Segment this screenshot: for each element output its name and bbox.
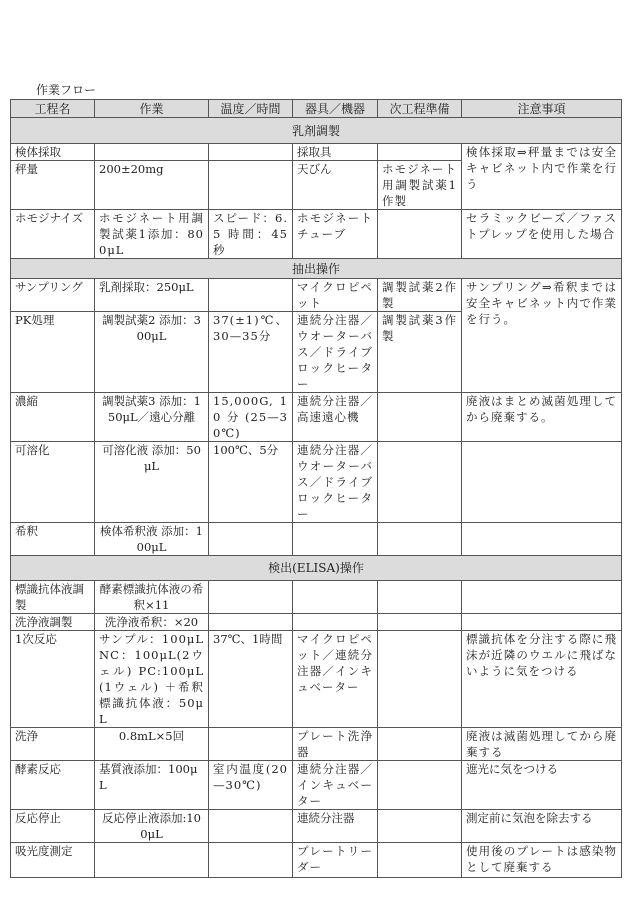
cell-temp-time [209, 144, 293, 161]
cell-equipment: プレート洗浄器 [293, 728, 378, 761]
cell-step: 1次反応 [11, 631, 95, 728]
header-work: 作業 [95, 100, 209, 118]
cell-next-prep [378, 810, 462, 843]
cell-temp-time [209, 614, 293, 631]
cell-work: 調製試薬3 添加：150μL／遠心分離 [95, 393, 209, 442]
cell-notes: 測定前に気泡を除去する [462, 810, 622, 843]
section-row [11, 556, 622, 581]
cell-equipment: 連続分注器／ウオーターバス／ドライブロックヒーター [293, 442, 378, 523]
cell-work: 洗浄液希釈：×20 [95, 614, 209, 631]
document-title: 作業フロー [36, 83, 97, 97]
section-title: 乳剤調製 [11, 118, 622, 144]
section-row [11, 259, 622, 279]
cell-next-prep [378, 581, 462, 614]
cell-temp-time [209, 279, 293, 312]
header-notes: 注意事項 [462, 100, 622, 118]
cell-step: PK処理 [11, 312, 95, 393]
cell-temp-time [209, 161, 293, 210]
table-row [11, 810, 622, 843]
header-step: 工程名 [11, 100, 95, 118]
cell-next-prep [378, 393, 462, 442]
cell-work [95, 144, 209, 161]
cell-work: 0.8mL×5回 [95, 728, 209, 761]
cell-work: サンプル：100μLNC：100μL(2ウェル) PC:100μL(1ウェル) ＋希釈標識抗体液：50μL [95, 631, 209, 728]
cell-work: 乳剤採取：250μL [95, 279, 209, 312]
cell-next-prep [378, 210, 462, 259]
cell-work: ホモジネート用調製試薬1添加：800μL [95, 210, 209, 259]
cell-notes: 遮光に気をつける [462, 761, 622, 810]
cell-step: 洗浄 [11, 728, 95, 761]
cell-notes [462, 581, 622, 614]
cell-work: 可溶化液 添加：50μL [95, 442, 209, 523]
cell-notes: 使用後のプレートは感染物として廃棄する [462, 843, 622, 878]
cell-temp-time: 室内温度(20—30℃) [209, 761, 293, 810]
cell-equipment: 天びん [293, 161, 378, 210]
cell-work: 基質液添加：100μL [95, 761, 209, 810]
cell-notes [462, 614, 622, 631]
cell-work: 調製試薬2 添加：300μL [95, 312, 209, 393]
cell-temp-time [209, 810, 293, 843]
cell-temp-time: 15,000G, 10分(25—30℃) [209, 393, 293, 442]
table-row [11, 279, 622, 312]
cell-equipment: 連続分注器／ウオーターバス／ドライブロックヒーター [293, 312, 378, 393]
cell-notes: セラミックビーズ／ファストプレップを使用した場合 [462, 210, 622, 259]
cell-step: 濃縮 [11, 393, 95, 442]
cell-next-prep [378, 728, 462, 761]
table-row [11, 581, 622, 614]
cell-equipment: 連続分注器／インキュベーター [293, 761, 378, 810]
cell-next-prep [378, 843, 462, 878]
header-next-prep: 次工程準備 [378, 100, 462, 118]
table-row [11, 393, 622, 442]
cell-step: 吸光度測定 [11, 843, 95, 878]
cell-next-prep: ホモジネート用調製試薬1作製 [378, 161, 462, 210]
header-temp-time: 温度／時間 [209, 100, 293, 118]
cell-temp-time [209, 843, 293, 878]
cell-equipment: 連続分注器／高速遠心機 [293, 393, 378, 442]
cell-next-prep [378, 761, 462, 810]
cell-equipment [293, 614, 378, 631]
cell-temp-time [209, 523, 293, 556]
cell-temp-time: 100℃、5分 [209, 442, 293, 523]
cell-temp-time [209, 581, 293, 614]
cell-step: 検体採取 [11, 144, 95, 161]
cell-work: 酵素標識抗体液の希釈×11 [95, 581, 209, 614]
cell-step: 標識抗体液調製 [11, 581, 95, 614]
cell-step: 秤量 [11, 161, 95, 210]
table-row [11, 631, 622, 728]
table-row [11, 442, 622, 523]
cell-next-prep: 調製試薬3作製 [378, 312, 462, 393]
section-title: 検出(ELISA)操作 [11, 556, 622, 581]
table-row [11, 523, 622, 556]
cell-work: 反応停止液添加:100μL [95, 810, 209, 843]
table-row [11, 614, 622, 631]
cell-equipment: マイクロピペット [293, 279, 378, 312]
cell-step: ホモジナイズ [11, 210, 95, 259]
cell-next-prep [378, 614, 462, 631]
cell-step: サンプリング [11, 279, 95, 312]
cell-equipment: 連続分注器 [293, 810, 378, 843]
cell-step: 洗浄液調製 [11, 614, 95, 631]
cell-notes: サンプリング⇒希釈までは安全キャビネット内で作業を行う。 [462, 279, 622, 393]
cell-next-prep [378, 144, 462, 161]
cell-next-prep [378, 442, 462, 523]
workflow-table [10, 99, 622, 878]
cell-equipment: マイクロピペット／連続分注器／インキュベーター [293, 631, 378, 728]
cell-equipment: プレートリーダー [293, 843, 378, 878]
section-title: 抽出操作 [11, 259, 622, 279]
cell-work [95, 843, 209, 878]
cell-step: 酵素反応 [11, 761, 95, 810]
cell-equipment: ホモジネートチューブ [293, 210, 378, 259]
cell-temp-time: 37℃、1時間 [209, 631, 293, 728]
cell-step: 反応停止 [11, 810, 95, 843]
cell-step: 希釈 [11, 523, 95, 556]
cell-equipment [293, 523, 378, 556]
cell-notes: 標識抗体を分注する際に飛沫が近隣のウエルに飛ばないように気をつける [462, 631, 622, 728]
cell-equipment [293, 581, 378, 614]
cell-step: 可溶化 [11, 442, 95, 523]
header-equipment: 器具／機器 [293, 100, 378, 118]
table-row [11, 843, 622, 878]
cell-next-prep: 調製試薬2作製 [378, 279, 462, 312]
section-row [11, 118, 622, 144]
cell-next-prep [378, 631, 462, 728]
cell-next-prep [378, 523, 462, 556]
cell-temp-time: 37(±1)℃、30—35分 [209, 312, 293, 393]
cell-notes: 廃液は滅菌処理してから廃棄する [462, 728, 622, 761]
table-row [11, 144, 622, 161]
header-row [11, 100, 622, 118]
table-row [11, 210, 622, 259]
cell-notes: 廃液はまとめ滅菌処理してから廃棄する。 [462, 393, 622, 442]
table-row [11, 761, 622, 810]
cell-temp-time [209, 728, 293, 761]
cell-notes [462, 523, 622, 556]
table-row [11, 728, 622, 761]
cell-work: 検体希釈液 添加：100μL [95, 523, 209, 556]
cell-notes: 検体採取⇒秤量までは安全キャビネット内で作業を行う [462, 144, 622, 210]
cell-work: 200±20mg [95, 161, 209, 210]
cell-equipment: 採取具 [293, 144, 378, 161]
cell-notes [462, 442, 622, 523]
cell-temp-time: スピード：6.5 時間：45秒 [209, 210, 293, 259]
